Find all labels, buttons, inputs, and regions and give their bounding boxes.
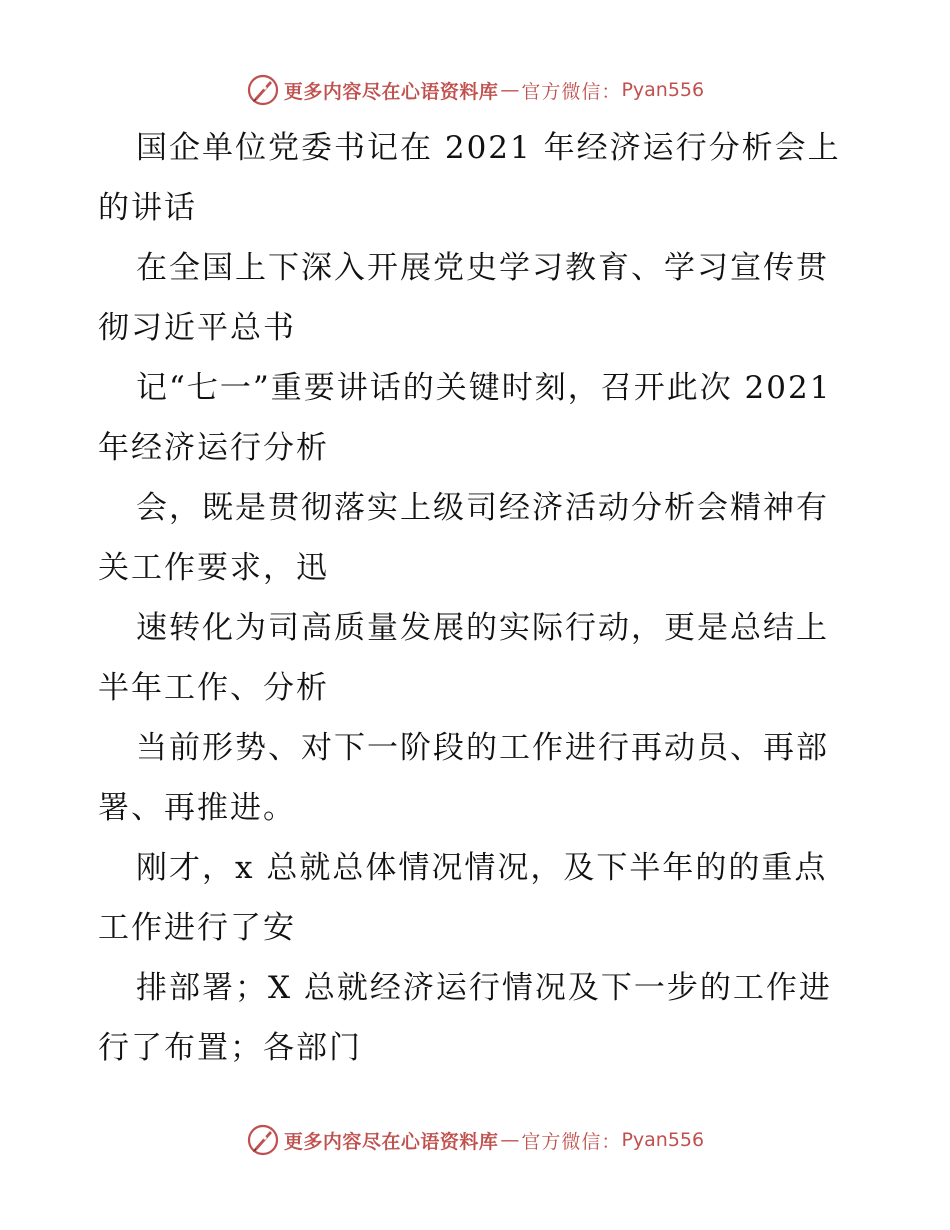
banner-separator: — xyxy=(500,1129,520,1151)
quill-pen-logo-icon xyxy=(246,1123,280,1157)
banner-title: 更多内容尽在心语资料库 xyxy=(283,80,499,103)
document-paragraph: 刚才，x 总就总体情况情况，及下半年的的重点工作进行了安 xyxy=(98,850,828,946)
banner-wechat-label: 官方微信： xyxy=(521,80,622,103)
banner-wechat-id: Pyan556 xyxy=(621,1129,705,1151)
document-body xyxy=(98,118,858,1078)
document-paragraph: 排部署；X 总就经济运行情况及下一步的工作进行了布置；各部门 xyxy=(98,970,832,1066)
quill-pen-logo-icon xyxy=(246,73,280,107)
document-paragraph: 当前形势、对下一阶段的工作进行再动员、再部署、再推进。 xyxy=(98,730,829,826)
footer-banner xyxy=(0,1120,950,1160)
banner-wechat-label: 官方微信： xyxy=(521,1130,622,1153)
document-paragraph: 记“七一”重要讲话的关键时刻，召开此次 2021 年经济运行分析 xyxy=(98,370,832,466)
document-paragraph: 国企单位党委书记在 2021 年经济运行分析会上的讲话 xyxy=(98,130,841,226)
document-paragraph: 速转化为司高质量发展的实际行动，更是总结上半年工作、分析 xyxy=(98,610,829,706)
banner-wechat-id: Pyan556 xyxy=(621,79,705,101)
document-paragraph: 会，既是贯彻落实上级司经济活动分析会精神有关工作要求，迅 xyxy=(98,490,829,586)
header-banner xyxy=(0,70,950,110)
banner-separator: — xyxy=(500,79,520,101)
document-paragraph: 在全国上下深入开展党史学习教育、学习宣传贯彻习近平总书 xyxy=(98,250,829,346)
banner-title: 更多内容尽在心语资料库 xyxy=(283,1130,499,1153)
